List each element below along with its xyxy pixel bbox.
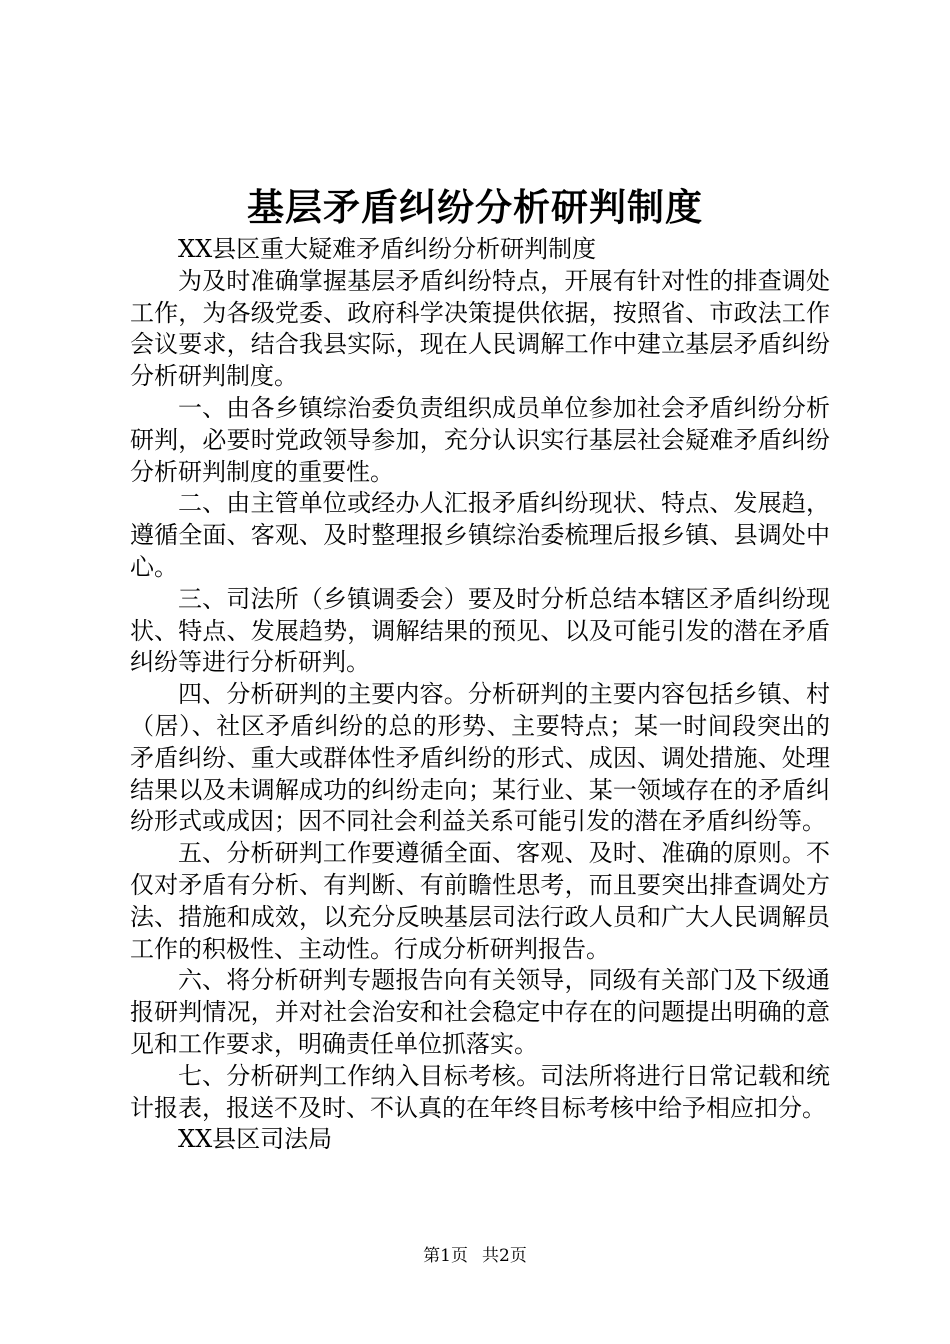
- page-footer: [0, 1244, 950, 1268]
- document-body: [130, 234, 830, 1156]
- page-number: 第1页: [423, 1246, 468, 1266]
- paragraph-item-1: 一、由各乡镇综治委负责组织成员单位参加社会矛盾纠纷分析研判，必要时党政领导参加，充分认识实行基层社会疑难矛盾纠纷分析研判制度的重要性。: [130, 393, 830, 486]
- document-subtitle: XX县区重大疑难矛盾纠纷分析研判制度: [178, 235, 597, 263]
- paragraph-item-5: 五、分析研判工作要遵循全面、客观、及时、准确的原则。不仅对矛盾有分析、有判断、有前瞻性思考，而且要突出排查调处方法、措施和成效，以充分反映基层司法行政人员和广大人民调解员工作的积极性、主动性。行成分析研判报告。: [130, 839, 830, 963]
- paragraph-item-7: 七、分析研判工作纳入目标考核。司法所将进行日常记载和统计报表，报送不及时、不认真的在年终目标考核中给予相应扣分。: [130, 1061, 830, 1122]
- paragraph-item-4: 四、分析研判的主要内容。分析研判的主要内容包括乡镇、村（居）、社区矛盾纠纷的总的形势、主要特点；某一时间段突出的矛盾纠纷、重大或群体性矛盾纠纷的形式、成因、调处措施、处理结果以及未调解成功的纠纷走向；某行业、某一领域存在的矛盾纠纷形式或成因；因不同社会利益关系可能引发的潜在矛盾纠纷等。: [130, 680, 830, 836]
- paragraph-intro: 为及时准确掌握基层矛盾纠纷特点，开展有针对性的排查调处工作，为各级党委、政府科学决策提供依据，按照省、市政法工作会议要求，结合我县实际，现在人民调解工作中建立基层矛盾纠纷分析研判制度。: [130, 266, 830, 391]
- document-title: 基层矛盾纠纷分析研判制度: [247, 185, 703, 229]
- paragraph-item-3: 三、司法所（乡镇调委会）要及时分析总结本辖区矛盾纠纷现状、特点、发展趋势，调解结果的预见、以及可能引发的潜在矛盾纠纷等进行分析研判。: [130, 584, 830, 677]
- paragraph-item-2: 二、由主管单位或经办人汇报矛盾纠纷现状、特点、发展趋，遵循全面、客观、及时整理报乡镇综治委梳理后报乡镇、县调处中心。: [130, 489, 830, 581]
- signature: XX县区司法局: [178, 1125, 333, 1154]
- paragraph-item-6: 六、将分析研判专题报告向有关领导，同级有关部门及下级通报研判情况，并对社会治安和社会稳定中存在的问题提出明确的意见和工作要求，明确责任单位抓落实。: [130, 966, 830, 1058]
- page-total: 共2页: [482, 1246, 527, 1266]
